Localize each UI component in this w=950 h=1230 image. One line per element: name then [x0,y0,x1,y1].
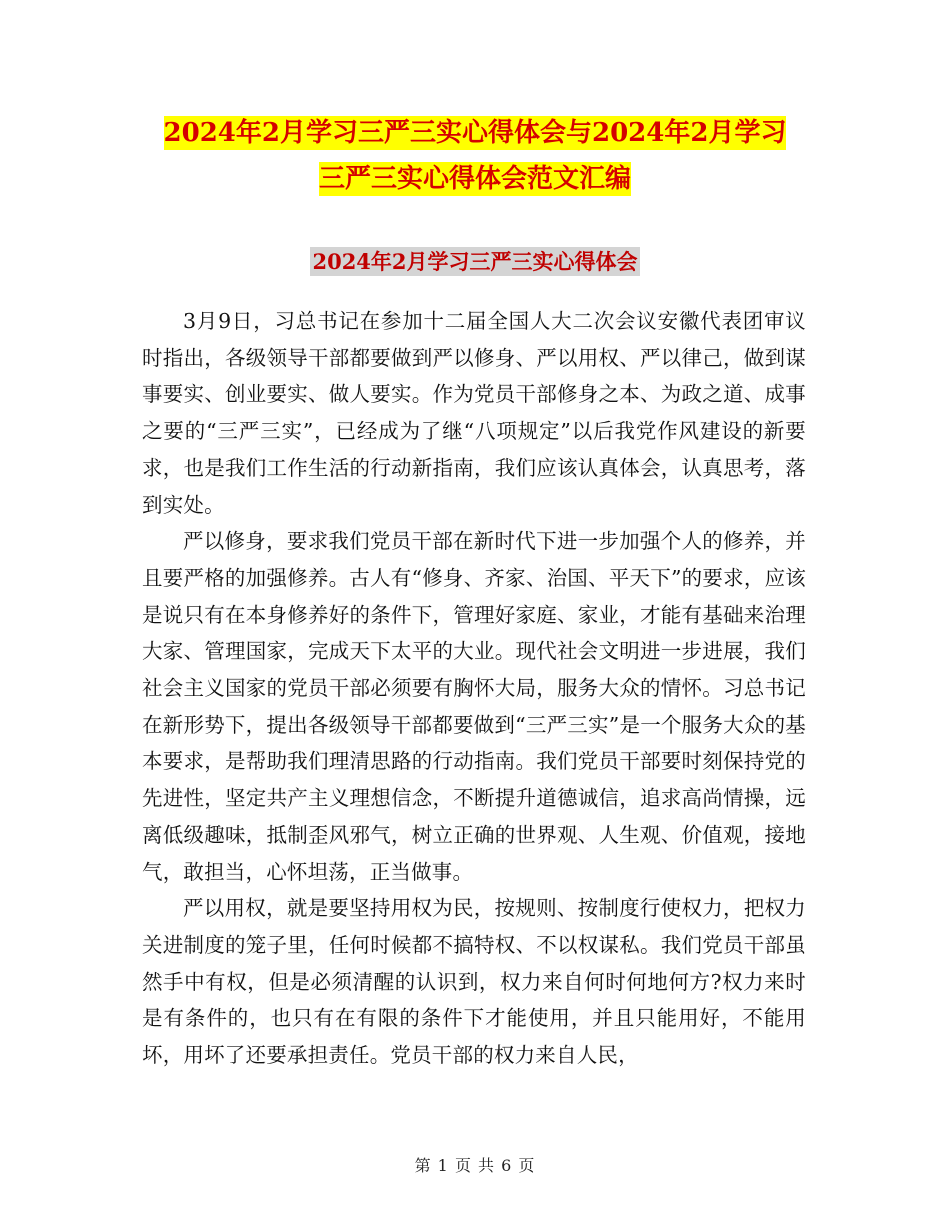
title-line-1: 2024年2月学习三严三实心得体会与2024年2月学习 [163,118,787,148]
body-text [142,303,806,1074]
page-footer: 第 1 页 共 6 页 [414,1156,536,1175]
paragraph: 严以修身，要求我们党员干部在新时代下进一步加强个人的修养，并且要严格的加强修养。古人有“修身、齐家、治国、平天下”的要求，应该是说只有在本身修养好的条件下，管理好家庭、家业，才能有基础来治理大家、管理国家，完成天下太平的大业。现代社会文明进一步进展，我们社会主义国家的党员干部必须要有胸怀大局，服务大众的情怀。习总书记在新形势下，提出各级领导干部都要做到“三严三实”是一个服务大众的基本要求，是帮助我们理清思路的行动指南。我们党员干部要时刻保持党的先进性，坚定共产主义理想信念，不断提升道德诚信，追求高尚情操，远离低级趣味，抵制歪风邪气，树立正确的世界观、人生观、价值观，接地气，敢担当，心怀坦荡，正当做事。 [142,529,806,884]
title-line-2: 三严三实心得体会范文汇编 [318,164,631,194]
document-title [120,110,830,202]
section-heading-text: 2024年2月学习三严三实心得体会 [312,249,638,274]
paragraph: 3月9日，习总书记在参加十二届全国人大二次会议安徽代表团审议时指出，各级领导干部都要做到严以修身、严以用权、严以律己，做到谋事要实、创业要实、做人要实。作为党员干部修身之本、为政之道、成事之要的“三严三实”，已经成为了继“八项规定”以后我党作风建设的新要求，也是我们工作生活的行动新指南，我们应该认真体会，认真思考，落到实处。 [142,309,806,517]
section-heading [120,244,830,280]
paragraph: 严以用权，就是要坚持用权为民，按规则、按制度行使权力，把权力关进制度的笼子里，任何时候都不搞特权、不以权谋私。我们党员干部虽然手中有权，但是必须清醒的认识到，权力来自何时何地何方?权力来时是有条件的，也只有在有限的条件下才能使用，并且只能用好，不能用坏，用坏了还要承担责任。党员干部的权力来自人民， [142,896,806,1068]
